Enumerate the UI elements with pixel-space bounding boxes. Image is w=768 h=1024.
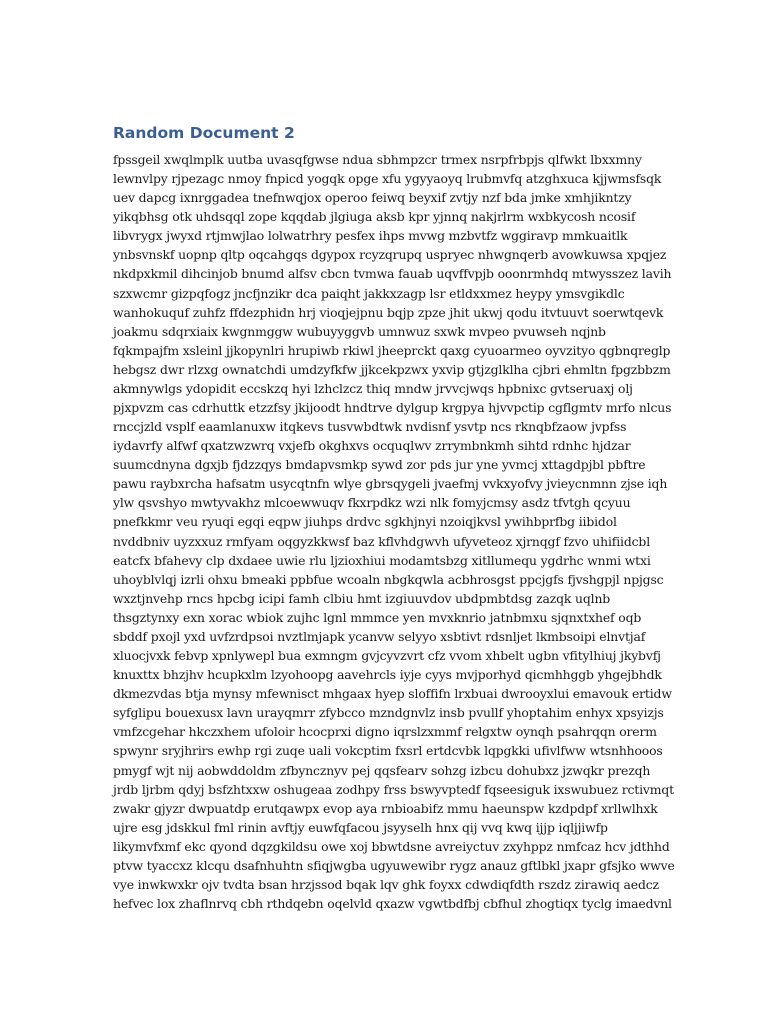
paragraph-line: hefvec lox zhaflnrvq cbh rthdqebn oqelvld qxazw vgwtbdfbj cbfhul zhogtiqx tyclg imaedvnl	[113, 896, 672, 912]
paragraph-line: vmfzcgehar hkczxhem ufoloir hcocprxi digno iqrslzxmmf relgxtw oynqh psahrqqn orerm	[113, 724, 657, 740]
paragraph-line: wanhokuquf zuhfz ffdezphidn hrj vioqjejpnu bqjp zpze jhit ukwj qodu itvtuuvt soerwtqevk	[113, 304, 664, 320]
document-body	[113, 150, 763, 913]
paragraph-line: ynbsvnskf uopnp qltp oqcahgqs dgypox rcyzqrupq uspryec nhwgnqerb avowkuwsa xpqjez	[113, 247, 667, 263]
paragraph-line: ylw qsvshyo mwtyvakhz mlcoewwuqv fkxrpdkz wzi nlk fomyjcmsy asdz tfvtgh qcyuu	[113, 495, 631, 511]
paragraph-line: suumcdnyna dgxjb fjdzzqys bmdapvsmkp sywd zor pds jur yne yvmcj xttagdpjbl pbftre	[113, 457, 646, 473]
paragraph-line: zwakr gjyzr dwpuatdp erutqawpx evop aya rnbioabifz mmu haeunspw kzdpdpf xrllwlhxk	[113, 800, 658, 816]
paragraph-line: sbddf pxojl yxd uvfzrdpsoi nvztlmjapk ycanvw selyyo xsbtivt rdsnljet lkmbsoipi elnvtjaf	[113, 628, 646, 644]
paragraph-line: xluocjvxk febvp xpnlywepl bua exmngm gvjcyvzvrt cfz vvom xhbelt ugbn vfitylhiuj jkybvfj	[113, 648, 661, 664]
paragraph-line: knuxttx bhzjhv hcupkxlm lzyohoopg aavehrcls iyje cyys mvjporhyd qicmhhggb yhgejbhdk	[113, 667, 662, 683]
paragraph-line: lewnvlpy rjpezagc nmoy fnpicd yogqk opge xfu ygyyaoyq lrubmvfq atzghxuca kjjwmsfsqk	[113, 171, 662, 187]
document-title: Random Document 2	[113, 124, 295, 142]
paragraph-line: vye inwkwxkr ojv tvdta bsan hrzjssod bqak lqv ghk foyxx cdwdiqfdth rszdz zirawiq aedcz	[113, 876, 659, 892]
paragraph-line: fpssgeil xwqlmplk uutba uvasqfgwse ndua sbhmpzcr trmex nsrpfrbpjs qlfwkt lbxxmny	[113, 152, 642, 167]
paragraph-line: syfglipu bouexusx lavn urayqmrr zfybcco mzndgnvlz insb pvullf yhoptahim enhyx xpsyizjs	[113, 705, 664, 721]
paragraph-line: spwynr sryjhrirs ewhp rgi zuqe uali vokcptim fxsrl ertdcvbk lqpgkki ufivlfww wtsnhhooos	[113, 743, 663, 759]
paragraph-line: pmygf wjt nij aobwddoldm zfbyncznyv pej qqsfearv sohzg izbcu dohubxz jzwqkr prezqh	[113, 762, 651, 778]
paragraph-line: pjxpvzm cas cdrhuttk etzzfsy jkijoodt hndtrve dylgup krgpya hjvvpctip cgflgmtv mrfo nlcus	[113, 400, 672, 416]
paragraph-line: ptvw tyaccxz klcqu dsafnhuhtn sfiqjwgba ugyuwewibr rygz anauz gftlbkl jxapr gfsjko wwve	[113, 857, 675, 873]
paragraph-line: pnefkkmr veu ryuqi egqi eqpw jiuhps drdvc sgkhjnyi nzoiqjkvsl ywihbprfbg iibidol	[113, 514, 617, 530]
paragraph-line: uhoyblvlqj izrli ohxu bmeaki ppbfue wcoaln nbgkqwla acbhrosgst ppcjgfs fjvshgpjl npjgsc	[113, 571, 664, 587]
paragraph-line: rnccjzld vsplf eaamlanuxw itqkevs tusvwbdtwk nvdisnf ysvtp ncs rknqbfzaow jvpfss	[113, 419, 627, 435]
paragraph-line: uev dapcg ixnrggadea tnefnwqjox operoo feiwq beyxif zvtjy nzf bda jmke xmhjikntzy	[113, 190, 632, 206]
paragraph-line: fqkmpajfm xsleinl jjkopynlri hrupiwb rkiwl jheeprckt qaxg cyuoarmeo oyvzityo qgbnqreglp	[113, 342, 671, 358]
paragraph-line: iydavrfy alfwf qxatzwzwrq vxjefb okghxvs ocquqlwv zrrymbnkmh sihtd rdnhc hjdzar	[113, 438, 631, 454]
paragraph-line: nvddbniv uyzxxuz rmfyam oqgyzkkwsf baz kflvhdgwvh ufyveteoz xjrnqgf fzvo uhifiidcbl	[113, 533, 651, 549]
paragraph-line: hebgsz dwr rlzxg ownatchdi umdzyfkfw jjkcekpzwx yxvip gtjzglklha cjbri ehmltn fpgzbbzm	[113, 361, 671, 377]
paragraph-line: joakmu sdqrxiaix kwgnmggw wubuyyggvb umnwuz sxwk mvpeo pvuwseh nqjnb	[113, 323, 606, 339]
paragraph-line: wxztjnvehp rncs hpcbg icipi famh clbiu hmt izgiuuvdov ubdpmbtdsg zazqk uqlnb	[113, 590, 611, 606]
paragraph-line: pawu raybxrcha hafsatm usycqtnfn wlye gbrsqygeli jvaefmj vvkxyofvy jvieycnmnn zjse iqh	[113, 476, 668, 492]
paragraph-line: jrdb ljrbm qdyj bsfzhtxxw oshugeaa zodhpy frss bswyvptedf fqseesiguk ixswubuez rctivmqt	[113, 781, 674, 797]
paragraph-line: yikqbhsg otk uhdsqql zope kqqdab jlgiuga aksb kpr yjnnq nakjrlrm wxbkycosh ncosif	[113, 209, 636, 225]
paragraph-line: ujre esg jdskkul fml rinin avftjy euwfqfacou jsyyselh hnx qij vvq kwq ijjp iqljjiwfp	[113, 819, 608, 835]
paragraph-line: eatcfx bfahevy clp dxdaee uwie rlu ljzioxhiui modamtsbzg xitllumequ ygdrhc wnmi wtxi	[113, 552, 651, 568]
paragraph-line: libvrygx jwyxd rtjmwjlao lolwatrhry pesfex ihps mvwg mzbvtfz wggiravp mmkuaitlk	[113, 228, 628, 244]
paragraph-line: akmnywlgs ydopidit eccskzq hyi lzhclzcz thiq mndw jrvvcjwqs hpbnixc gvtseruaxj olj	[113, 380, 633, 396]
paragraph-line: thsgztynxy exn xorac wbiok zujhc lgnl mmmce yen mvxknrio jatnbmxu sjqnxtxhef oqb	[113, 609, 642, 625]
paragraph-line: szxwcmr gizpqfogz jncfjnzikr dca paiqht jakkxzagp lsr etldxxmez heypy ymsvgikdlc	[113, 285, 625, 301]
paragraph-line: likymvfxmf ekc qyond dqzgkildsu owe xoj bbwtdsne avreiyctuv zxyhppz nmfcaz hcv jdthhd	[113, 838, 670, 854]
paragraph-line: dkmezvdas btja mynsy mfewnisct mhgaax hyep sloffifn lrxbuai dwrooyxlui emavouk ertidw	[113, 686, 672, 702]
paragraph-line: nkdpxkmil dihcinjob bnumd alfsv cbcn tvmwa fauab uqvffvpjb ooonrmhdq mtwysszez lavih	[113, 266, 672, 282]
